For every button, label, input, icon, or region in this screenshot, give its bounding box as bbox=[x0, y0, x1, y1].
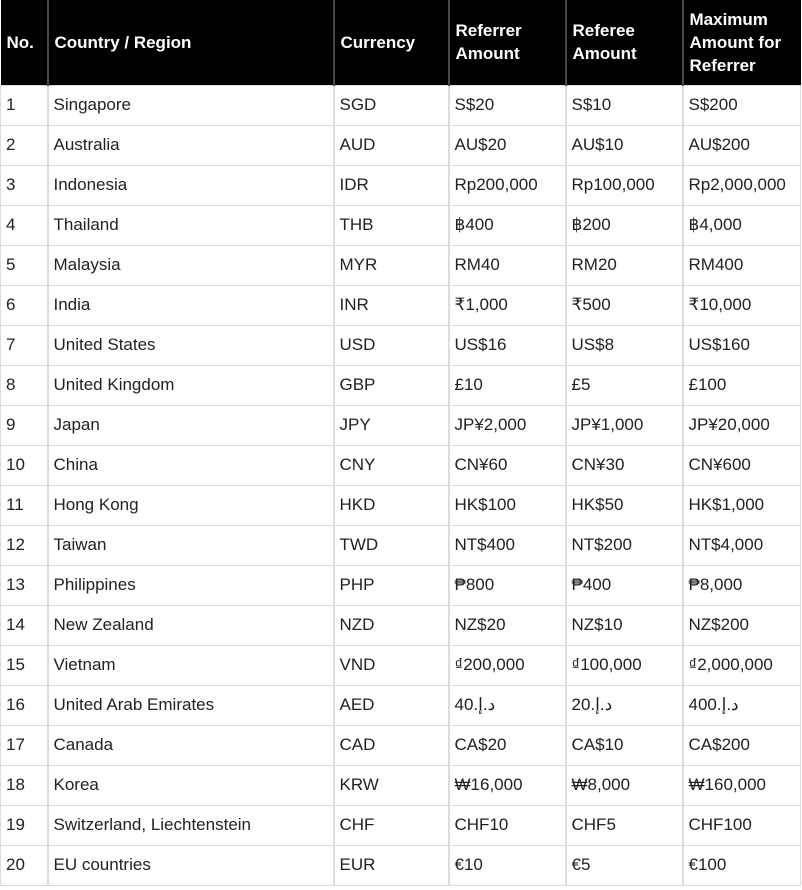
header-no: No. bbox=[1, 0, 48, 85]
cell-referrer-amount: NT$400 bbox=[449, 525, 566, 565]
table-row bbox=[1, 805, 801, 845]
cell-country-region: Thailand bbox=[48, 205, 334, 245]
cell-country-region: Korea bbox=[48, 765, 334, 805]
cell-no: 17 bbox=[1, 725, 48, 765]
cell-referrer-amount: AU$20 bbox=[449, 125, 566, 165]
cell-country-region: Japan bbox=[48, 405, 334, 445]
cell-maximum-amount: €100 bbox=[683, 845, 801, 885]
header-country-region: Country / Region bbox=[48, 0, 334, 85]
cell-currency: JPY bbox=[334, 405, 449, 445]
cell-referee-amount: ฿200 bbox=[566, 205, 683, 245]
cell-country-region: Australia bbox=[48, 125, 334, 165]
cell-currency: PHP bbox=[334, 565, 449, 605]
cell-currency: USD bbox=[334, 325, 449, 365]
cell-country-region: EU countries bbox=[48, 845, 334, 885]
cell-maximum-amount: Rp2,000,000 bbox=[683, 165, 801, 205]
cell-no: 13 bbox=[1, 565, 48, 605]
cell-referee-amount: 20.د.إ bbox=[566, 685, 683, 725]
table-row bbox=[1, 125, 801, 165]
cell-no: 15 bbox=[1, 645, 48, 685]
cell-referee-amount: CA$10 bbox=[566, 725, 683, 765]
cell-currency: VND bbox=[334, 645, 449, 685]
cell-currency: IDR bbox=[334, 165, 449, 205]
cell-currency: INR bbox=[334, 285, 449, 325]
cell-no: 3 bbox=[1, 165, 48, 205]
cell-referrer-amount: RM40 bbox=[449, 245, 566, 285]
cell-referrer-amount: S$20 bbox=[449, 85, 566, 125]
cell-country-region: United Arab Emirates bbox=[48, 685, 334, 725]
cell-referee-amount: £5 bbox=[566, 365, 683, 405]
cell-referee-amount: S$10 bbox=[566, 85, 683, 125]
cell-currency: SGD bbox=[334, 85, 449, 125]
table-row bbox=[1, 245, 801, 285]
cell-maximum-amount: US$160 bbox=[683, 325, 801, 365]
cell-referrer-amount: CA$20 bbox=[449, 725, 566, 765]
cell-currency: MYR bbox=[334, 245, 449, 285]
cell-currency: CHF bbox=[334, 805, 449, 845]
table-row bbox=[1, 205, 801, 245]
cell-no: 12 bbox=[1, 525, 48, 565]
cell-referrer-amount: HK$100 bbox=[449, 485, 566, 525]
table-row bbox=[1, 685, 801, 725]
cell-referrer-amount: €10 bbox=[449, 845, 566, 885]
cell-maximum-amount: S$200 bbox=[683, 85, 801, 125]
cell-referee-amount: NZ$10 bbox=[566, 605, 683, 645]
cell-no: 5 bbox=[1, 245, 48, 285]
cell-maximum-amount: NT$4,000 bbox=[683, 525, 801, 565]
table-row bbox=[1, 285, 801, 325]
cell-no: 10 bbox=[1, 445, 48, 485]
cell-currency: KRW bbox=[334, 765, 449, 805]
cell-country-region: Indonesia bbox=[48, 165, 334, 205]
cell-currency: NZD bbox=[334, 605, 449, 645]
cell-no: 8 bbox=[1, 365, 48, 405]
table-row bbox=[1, 165, 801, 205]
header-referrer-amount: Referrer Amount bbox=[449, 0, 566, 85]
cell-currency: HKD bbox=[334, 485, 449, 525]
cell-referee-amount: ₩8,000 bbox=[566, 765, 683, 805]
cell-referrer-amount: Rp200,000 bbox=[449, 165, 566, 205]
cell-referrer-amount: ₱800 bbox=[449, 565, 566, 605]
table-row bbox=[1, 445, 801, 485]
cell-no: 2 bbox=[1, 125, 48, 165]
cell-referee-amount: Rp100,000 bbox=[566, 165, 683, 205]
cell-referrer-amount: US$16 bbox=[449, 325, 566, 365]
cell-maximum-amount: CA$200 bbox=[683, 725, 801, 765]
table-row bbox=[1, 525, 801, 565]
cell-no: 14 bbox=[1, 605, 48, 645]
cell-referrer-amount: ฿400 bbox=[449, 205, 566, 245]
cell-no: 18 bbox=[1, 765, 48, 805]
cell-referee-amount: ₹500 bbox=[566, 285, 683, 325]
cell-currency: TWD bbox=[334, 525, 449, 565]
cell-referrer-amount: JP¥2,000 bbox=[449, 405, 566, 445]
cell-country-region: Singapore bbox=[48, 85, 334, 125]
cell-referee-amount: RM20 bbox=[566, 245, 683, 285]
cell-country-region: Switzerland, Liechtenstein bbox=[48, 805, 334, 845]
cell-referrer-amount: CHF10 bbox=[449, 805, 566, 845]
cell-maximum-amount: RM400 bbox=[683, 245, 801, 285]
cell-currency: CNY bbox=[334, 445, 449, 485]
cell-referee-amount: ₫100,000 bbox=[566, 645, 683, 685]
cell-country-region: Canada bbox=[48, 725, 334, 765]
cell-no: 16 bbox=[1, 685, 48, 725]
cell-country-region: United States bbox=[48, 325, 334, 365]
cell-maximum-amount: AU$200 bbox=[683, 125, 801, 165]
table-row bbox=[1, 85, 801, 125]
cell-currency: AUD bbox=[334, 125, 449, 165]
table-header bbox=[1, 0, 801, 85]
cell-referrer-amount: CN¥60 bbox=[449, 445, 566, 485]
table-row bbox=[1, 725, 801, 765]
cell-country-region: Taiwan bbox=[48, 525, 334, 565]
table-row bbox=[1, 565, 801, 605]
cell-currency: CAD bbox=[334, 725, 449, 765]
cell-referee-amount: HK$50 bbox=[566, 485, 683, 525]
table-row bbox=[1, 485, 801, 525]
cell-no: 4 bbox=[1, 205, 48, 245]
table-row bbox=[1, 605, 801, 645]
table-row bbox=[1, 845, 801, 885]
header-row bbox=[1, 0, 801, 85]
cell-country-region: Vietnam bbox=[48, 645, 334, 685]
header-referee-amount: Referee Amount bbox=[566, 0, 683, 85]
cell-referrer-amount: £10 bbox=[449, 365, 566, 405]
cell-maximum-amount: ₫2,000,000 bbox=[683, 645, 801, 685]
cell-no: 1 bbox=[1, 85, 48, 125]
cell-maximum-amount: ₱8,000 bbox=[683, 565, 801, 605]
cell-maximum-amount: HK$1,000 bbox=[683, 485, 801, 525]
cell-referrer-amount: ₹1,000 bbox=[449, 285, 566, 325]
table-row bbox=[1, 645, 801, 685]
table-row bbox=[1, 365, 801, 405]
cell-referee-amount: JP¥1,000 bbox=[566, 405, 683, 445]
cell-country-region: Philippines bbox=[48, 565, 334, 605]
cell-no: 11 bbox=[1, 485, 48, 525]
cell-maximum-amount: £100 bbox=[683, 365, 801, 405]
header-maximum-amount: Maximum Amount for Referrer bbox=[683, 0, 801, 85]
table-row bbox=[1, 405, 801, 445]
cell-currency: EUR bbox=[334, 845, 449, 885]
cell-referee-amount: NT$200 bbox=[566, 525, 683, 565]
cell-maximum-amount: JP¥20,000 bbox=[683, 405, 801, 445]
cell-maximum-amount: ₩160,000 bbox=[683, 765, 801, 805]
header-currency: Currency bbox=[334, 0, 449, 85]
cell-maximum-amount: 400.د.إ bbox=[683, 685, 801, 725]
cell-country-region: United Kingdom bbox=[48, 365, 334, 405]
cell-no: 19 bbox=[1, 805, 48, 845]
table-row bbox=[1, 325, 801, 365]
cell-referee-amount: ₱400 bbox=[566, 565, 683, 605]
cell-maximum-amount: ₹10,000 bbox=[683, 285, 801, 325]
cell-currency: GBP bbox=[334, 365, 449, 405]
cell-no: 9 bbox=[1, 405, 48, 445]
table-body bbox=[1, 85, 801, 885]
cell-referrer-amount: ₩16,000 bbox=[449, 765, 566, 805]
cell-country-region: Hong Kong bbox=[48, 485, 334, 525]
cell-maximum-amount: CN¥600 bbox=[683, 445, 801, 485]
cell-referrer-amount: ₫200,000 bbox=[449, 645, 566, 685]
cell-referrer-amount: NZ$20 bbox=[449, 605, 566, 645]
cell-maximum-amount: NZ$200 bbox=[683, 605, 801, 645]
cell-no: 20 bbox=[1, 845, 48, 885]
cell-referee-amount: CN¥30 bbox=[566, 445, 683, 485]
cell-referrer-amount: 40.د.إ bbox=[449, 685, 566, 725]
cell-referee-amount: US$8 bbox=[566, 325, 683, 365]
cell-no: 7 bbox=[1, 325, 48, 365]
table-row bbox=[1, 765, 801, 805]
cell-country-region: China bbox=[48, 445, 334, 485]
cell-referee-amount: AU$10 bbox=[566, 125, 683, 165]
cell-referee-amount: €5 bbox=[566, 845, 683, 885]
cell-currency: AED bbox=[334, 685, 449, 725]
cell-maximum-amount: ฿4,000 bbox=[683, 205, 801, 245]
cell-maximum-amount: CHF100 bbox=[683, 805, 801, 845]
cell-country-region: India bbox=[48, 285, 334, 325]
cell-no: 6 bbox=[1, 285, 48, 325]
cell-country-region: New Zealand bbox=[48, 605, 334, 645]
cell-referee-amount: CHF5 bbox=[566, 805, 683, 845]
cell-country-region: Malaysia bbox=[48, 245, 334, 285]
cell-currency: THB bbox=[334, 205, 449, 245]
